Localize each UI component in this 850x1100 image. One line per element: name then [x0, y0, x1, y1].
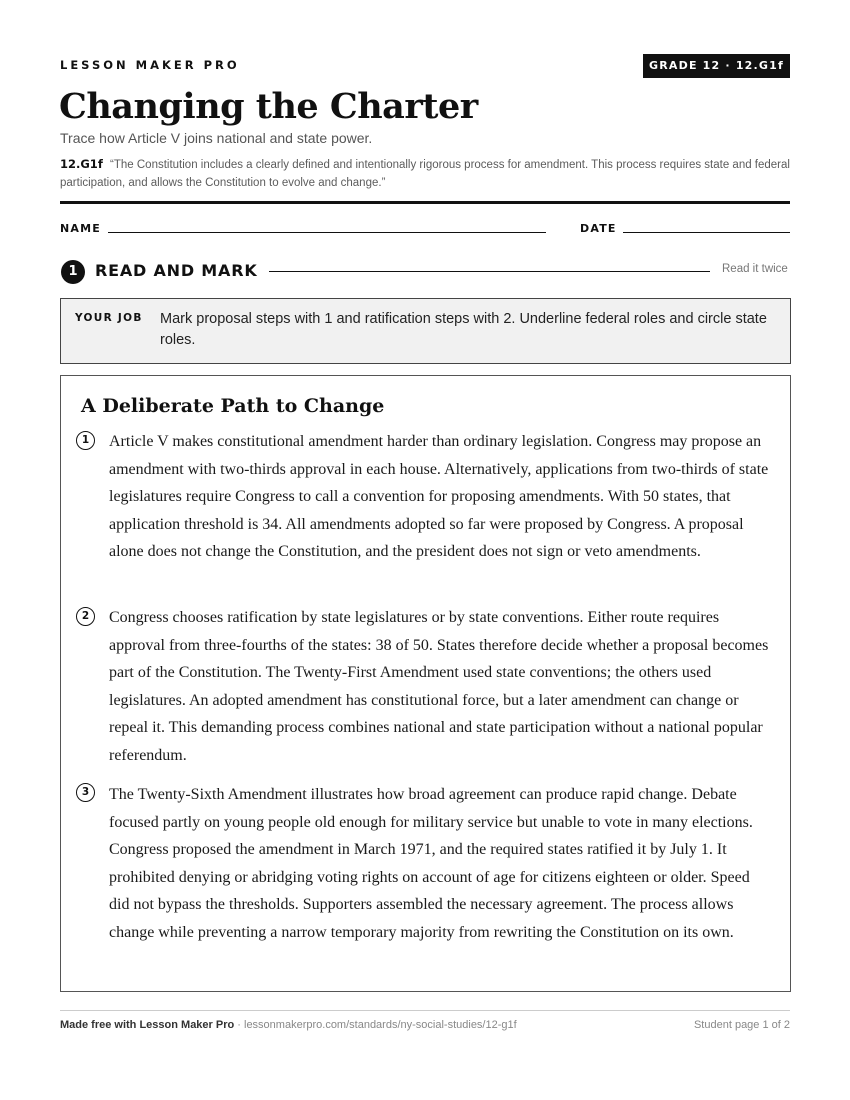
header-divider	[60, 201, 790, 204]
page-title: Changing the Charter	[59, 86, 478, 127]
standard-statement	[60, 155, 795, 192]
footer-credit	[60, 1019, 517, 1031]
footer-made-with: Made free with Lesson Maker Pro	[60, 1019, 235, 1031]
name-label: NAME	[60, 222, 101, 235]
footer-separator: ·	[234, 1019, 244, 1031]
job-box	[60, 298, 791, 364]
reading-title: A Deliberate Path to Change	[81, 395, 385, 417]
reading-box	[60, 375, 791, 992]
section-number-badge: 1	[61, 260, 85, 284]
grade-badge: GRADE 12 · 12.G1f	[643, 54, 790, 78]
paragraph-number-1: 1	[76, 431, 95, 450]
footer-page-number: Student page 1 of 2	[693, 1019, 790, 1031]
standard-text: “The Constitution includes a clearly defined and intentionally rigorous process for amendment. This process requires state and federal participation, and allows the Constitution to evolve and change.”	[60, 159, 790, 189]
job-text: Mark proposal steps with 1 and ratification steps with 2. Underline federal roles and circle state roles.	[160, 311, 767, 348]
footer-url-link[interactable]: lessonmakerpro.com/standards/ny-social-studies/12-g1f	[244, 1019, 517, 1031]
standard-code: 12.G1f	[60, 157, 103, 171]
name-line[interactable]	[108, 232, 546, 233]
brand-name: LESSON MAKER PRO	[60, 58, 240, 72]
date-line[interactable]	[623, 232, 790, 233]
paragraph-number-2: 2	[76, 607, 95, 626]
section-divider	[269, 271, 710, 272]
paragraph-number-3: 3	[76, 783, 95, 802]
page-subtitle: Trace how Article V joins national and state power.	[60, 130, 373, 146]
paragraph-3: The Twenty-Sixth Amendment illustrates how broad agreement can produce rapid change. Debate focused partly on young people old enough for military service but unable to vote in many elections. Congress proposed the amendment in March 1971, and the required states ratified it by July 1. It prohibited denying or abridging voting rights on account of age for citizens eighteen or older. Speed did not bypass the thresholds. Supporters assembled the necessary agreement. The process allows change while preventing a narrow temporary majority from rewriting the Constitution on its own.	[109, 786, 753, 941]
date-label: DATE	[580, 222, 617, 235]
section-title: READ AND MARK	[95, 261, 258, 280]
footer-divider	[60, 1010, 790, 1011]
paragraph-2: Congress chooses ratification by state legislatures or by state conventions. Either route requires approval from three-fourths of the states: 38 of 50. States therefore decide whether a proposal becomes part of the Constitution. The Twenty-First Amendment used state conventions; the others used legislatures. An adopted amendment has constitutional force, but a later amendment can change or repeal it. This demanding process combines national and state participation without a national popular referendum.	[109, 609, 769, 764]
job-label: YOUR JOB	[75, 312, 143, 324]
paragraph-1: Article V makes constitutional amendment harder than ordinary legislation. Congress may propose an amendment with two-thirds approval in each house. Alternatively, applications from two-thirds of state legislatures require Congress to call a convention for proposing amendments. With 50 states, that application threshold is 34. All amendments adopted so far were proposed by Congress. A proposal alone does not change the Constitution, and the president does not sign or veto amendments.	[109, 433, 769, 561]
section-hint: Read it twice	[722, 263, 788, 275]
